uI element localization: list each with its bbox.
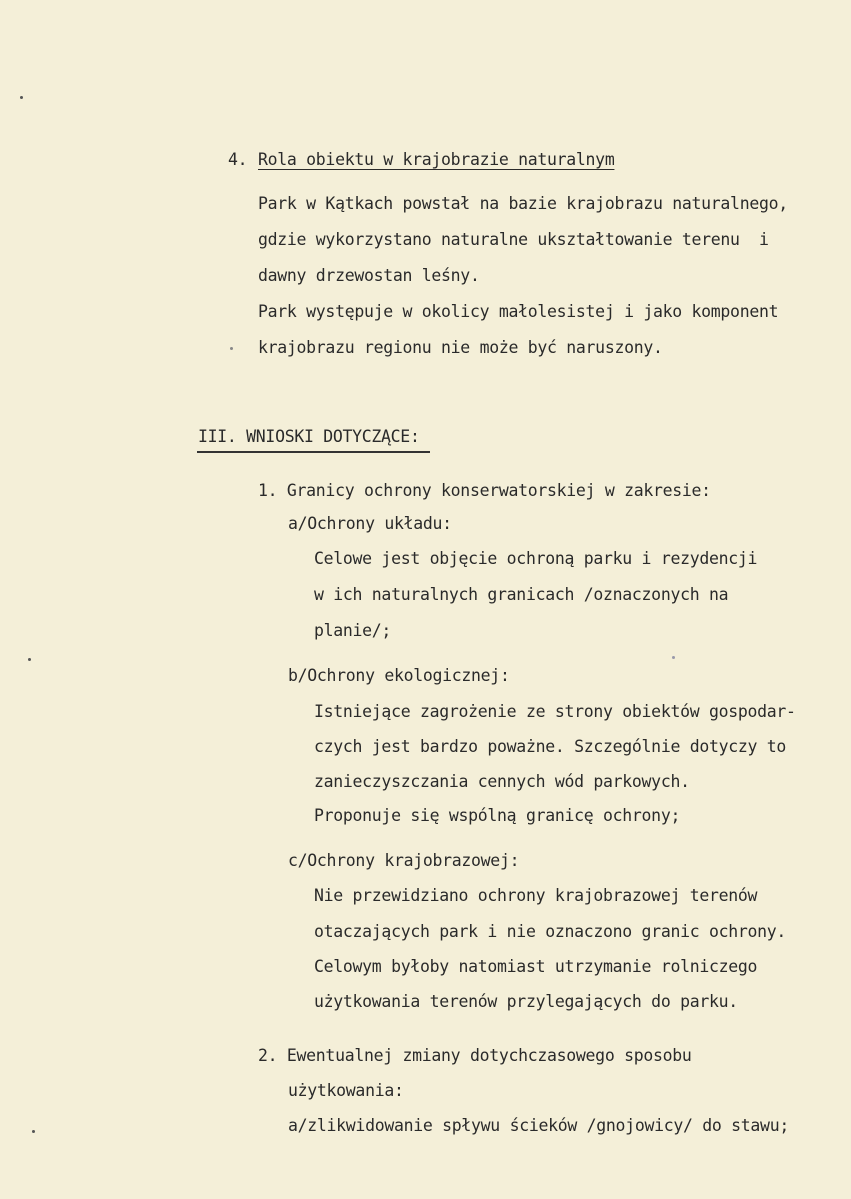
item-2-label-cont: użytkowania: — [288, 1081, 404, 1100]
paper-speck — [20, 96, 23, 99]
section-4-line-4: Park występuje w okolicy małolesistej i jako komponent — [258, 302, 779, 321]
item-1c-line-3: Celowym byłoby natomiast utrzymanie rolniczego — [314, 957, 758, 976]
item-2-label: 2. Ewentualnej zmiany dotychczasowego sposobu — [258, 1046, 692, 1065]
item-1b-line-2: czych jest bardzo poważne. Szczególnie dotyczy to — [314, 737, 787, 756]
item-1a-line-3: planie/; — [314, 621, 392, 640]
item-2a-line: a/zlikwidowanie spływu ścieków /gnojowicy/ do stawu; — [288, 1116, 789, 1135]
item-1c-label: c/Ochrony krajobrazowej: — [288, 851, 520, 870]
item-1b-line-1: Istniejące zagrożenie ze strony obiektów gospodar- — [314, 702, 796, 721]
item-1a-line-1: Celowe jest objęcie ochroną parku i rezydencji — [314, 549, 758, 568]
section-3-heading-rule — [197, 451, 430, 453]
item-1a-line-2: w ich naturalnych granicach /oznaczonych na — [314, 585, 729, 604]
item-1c-line-1: Nie przewidziano ochrony krajobrazowej terenów — [314, 886, 758, 905]
paper-speck — [672, 656, 675, 659]
item-1b-line-4: Proponuje się wspólną granicę ochrony; — [314, 806, 681, 825]
item-1-label: 1. Granicy ochrony konserwatorskiej w zakresie: — [258, 481, 711, 500]
item-1c-line-2: otaczających park i nie oznaczono granic ochrony. — [314, 922, 787, 941]
section-3-heading: III. WNIOSKI DOTYCZĄCE: — [198, 427, 420, 446]
section-4-line-3: dawny drzewostan leśny. — [258, 266, 480, 285]
paper-speck — [28, 658, 31, 661]
section-4-heading: Rola obiektu w krajobrazie naturalnym — [258, 150, 615, 169]
paper-speck — [32, 1130, 35, 1133]
item-1b-line-3: zanieczyszczania cennych wód parkowych. — [314, 772, 690, 791]
section-4-line-5: krajobrazu regionu nie może być naruszony. — [258, 338, 663, 357]
item-1a-label: a/Ochrony układu: — [288, 514, 452, 533]
section-4-number: 4. — [228, 150, 248, 169]
paper-speck — [230, 347, 233, 350]
item-1c-line-4: użytkowania terenów przylegających do parku. — [314, 992, 738, 1011]
section-4-line-1: Park w Kątkach powstał na bazie krajobrazu naturalnego, — [258, 194, 788, 213]
section-4-line-2: gdzie wykorzystano naturalne ukształtowanie terenu i — [258, 230, 769, 249]
item-1b-label: b/Ochrony ekologicznej: — [288, 666, 510, 685]
